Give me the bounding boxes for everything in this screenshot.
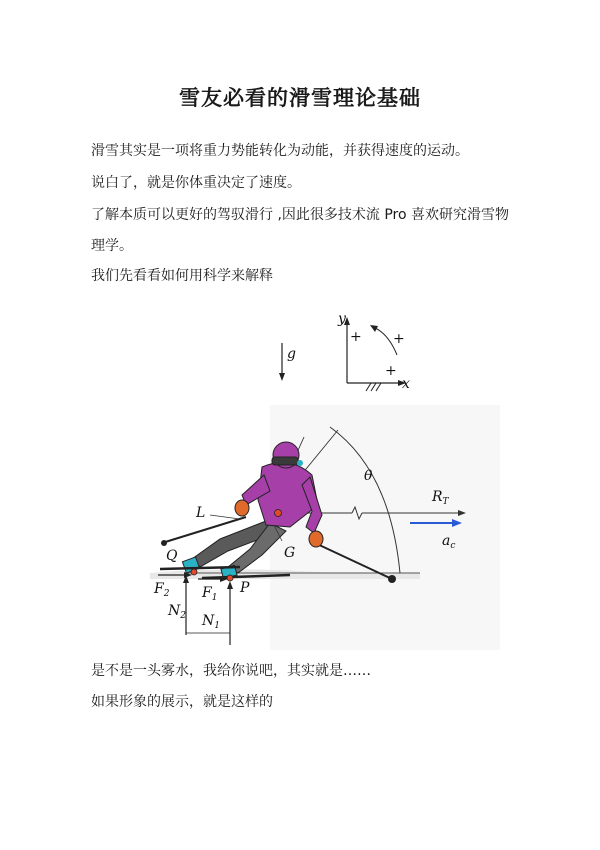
svg-text:F1: $F_1$ xyxy=(202,585,218,603)
gravity-label: g xyxy=(287,346,296,362)
paragraph-1: 滑雪其实是一项将重力势能转化为动能，并获得速度的运动。 xyxy=(91,143,469,159)
svg-text:F2: $F_2$ xyxy=(154,581,170,599)
svg-text:N1: $N_1$ xyxy=(202,613,220,631)
paragraph-after-figure-1: 是不是一头雾水，我给你说吧，其实就是…… xyxy=(91,663,371,679)
label-L: L xyxy=(196,505,206,521)
plus-sign: + xyxy=(385,363,397,379)
paragraph-after-figure-2: 如果形象的展示，就是这样的 xyxy=(91,694,273,710)
plus-sign: + xyxy=(393,331,405,347)
theta-label: θ xyxy=(364,468,373,484)
radius-label: $R_T$ xyxy=(432,489,449,507)
acceleration-label: $a_c$ xyxy=(442,533,456,551)
figure-background xyxy=(270,405,500,650)
paragraph-3-line-2: 理学。 xyxy=(91,238,133,254)
x-axis-label: x xyxy=(402,376,410,392)
label-Q: Q xyxy=(166,548,178,564)
plus-sign: + xyxy=(350,329,362,345)
y-axis-label: y xyxy=(338,311,346,327)
paragraph-4: 我们先看看如何用科学来解释 xyxy=(91,268,273,284)
label-P: P xyxy=(240,580,250,596)
label-G: G xyxy=(284,545,296,561)
skiing-physics-diagram xyxy=(90,305,520,650)
svg-text:N2: $N_2$ xyxy=(168,603,186,621)
paragraph-2: 说白了，就是你体重决定了速度。 xyxy=(91,175,301,191)
paragraph-3-line-1: 了解本质可以更好的驾驭滑行 ,因此很多技术流 Pro 喜欢研究滑雪物 xyxy=(91,207,510,223)
article-title: 雪友必看的滑雪理论基础 xyxy=(179,86,421,110)
